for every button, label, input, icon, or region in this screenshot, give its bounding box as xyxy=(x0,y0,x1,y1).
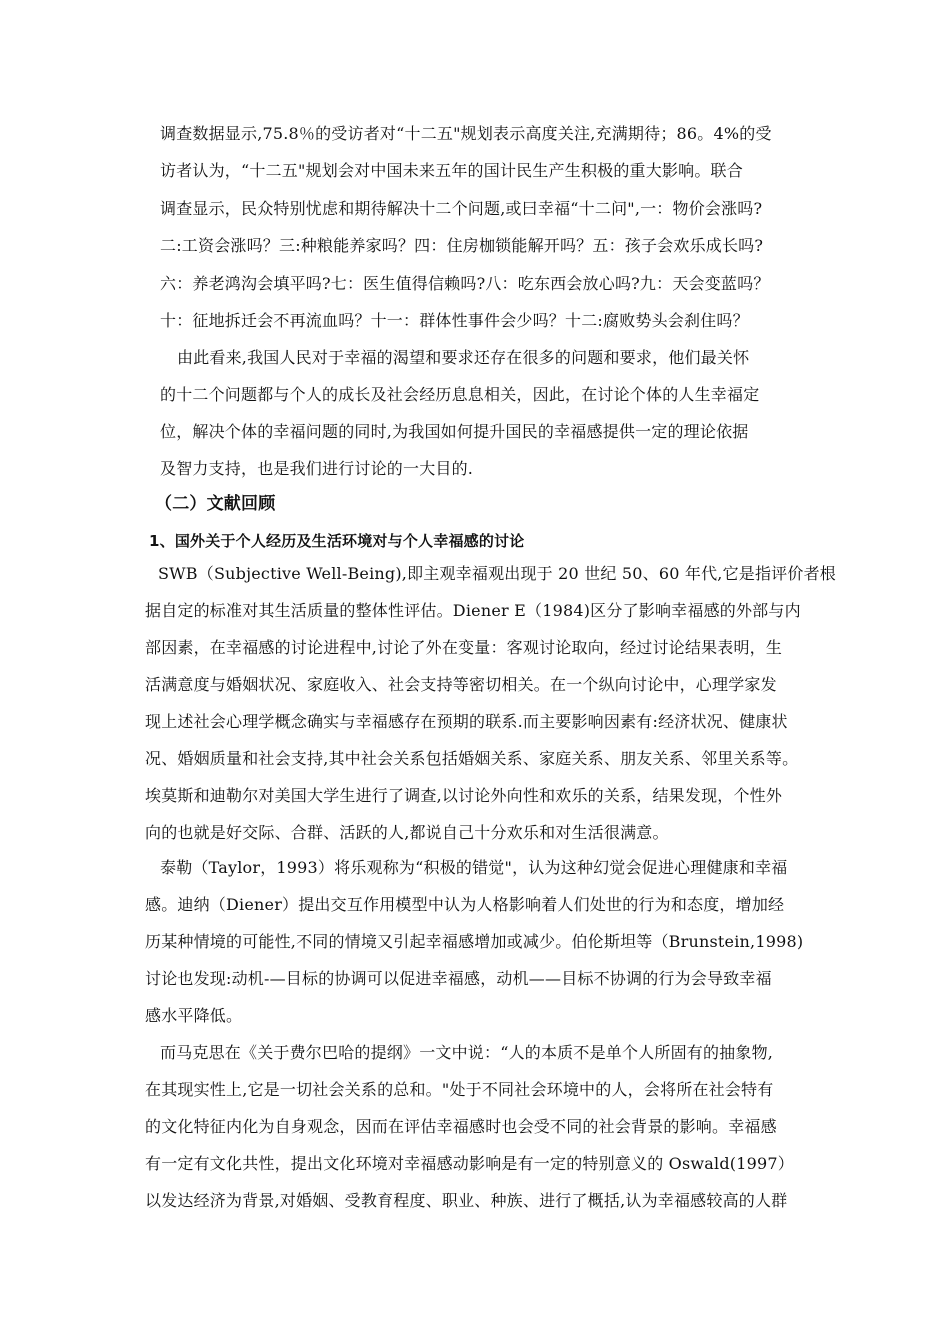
paragraph5-line: 而马克思在《关于费尔巴哈的提纲》一文中说：“人的本质不是单个人所固有的抽象物, xyxy=(160,1043,774,1062)
paragraph4-line: 感。迪纳（Diener）提出交互作用模型中认为人格影响着人们处世的行为和态度，增加经 xyxy=(145,895,785,914)
paragraph5-line: 的文化特征内化为自身观念，因而在评估幸福感时也会受不同的社会背景的影响。幸福感 xyxy=(145,1117,777,1136)
paragraph1-line: 访者认为，“十二五"规划会对中国未来五年的国计民生产生积极的重大影响。联合 xyxy=(160,161,743,180)
paragraph3-line: SWB（Subjective Well-Being),即主观幸福观出现于 20 世纪 50、60 年代,它是指评价者根 xyxy=(158,564,836,583)
paragraph4-line: 感水平降低。 xyxy=(145,1006,243,1025)
section-heading: （二）文献回顾 xyxy=(155,494,276,514)
paragraph1-line: 二:工资会涨吗？三:种粮能养家吗？四：住房枷锁能解开吗？五：孩子会欢乐成长吗? xyxy=(160,236,764,255)
paragraph2-line: 及智力支持，也是我们进行讨论的一大目的. xyxy=(160,459,474,478)
paragraph3-line: 况、婚姻质量和社会支持,其中社会关系包括婚姻关系、家庭关系、朋友关系、邻里关系等。 xyxy=(145,749,799,768)
paragraph3-line: 向的也就是好交际、合群、活跃的人,都说自己十分欢乐和对生活很满意。 xyxy=(145,823,669,842)
paragraph1-line: 十：征地拆迁会不再流血吗？十一：群体性事件会少吗？十二:腐败势头会刹住吗？ xyxy=(160,311,749,330)
paragraph4-line: 讨论也发现:动机-—目标的协调可以促进幸福感，动机——目标不协调的行为会导致幸福 xyxy=(145,969,772,988)
paragraph5-line: 有一定有文化共性，提出文化环境对幸福感动影响是有一定的特别意义的 Oswald(1997） xyxy=(145,1154,794,1173)
paragraph3-line: 埃莫斯和迪勒尔对美国大学生进行了调查,以讨论外向性和欢乐的关系，结果发现，个性外 xyxy=(145,786,783,805)
paragraph1-line: 调查显示，民众特别忧虑和期待解决十二个问题,或曰幸福“十二问",一：物价会涨吗? xyxy=(160,199,763,218)
paragraph4-line: 泰勒（Taylor，1993）将乐观称为“积极的错觉"，认为这种幻觉会促进心理健康和幸福 xyxy=(160,858,788,877)
paragraph2-line: 的十二个问题都与个人的成长及社会经历息息相关，因此，在讨论个体的人生幸福定 xyxy=(160,385,760,404)
paragraph3-line: 据自定的标准对其生活质量的整体性评估。Diener E（1984)区分了影响幸福感的外部与内 xyxy=(145,601,801,620)
paragraph1-line: 六：养老鸿沟会填平吗?七：医生值得信赖吗?八：吃东西会放心吗?九：天会变蓝吗？ xyxy=(160,274,770,293)
paragraph5-line: 以发达经济为背景,对婚姻、受教育程度、职业、种族、进行了概括,认为幸福感较高的人群 xyxy=(145,1191,788,1210)
paragraph2-line: 由此看来,我国人民对于幸福的渴望和要求还存在很多的问题和要求，他们最关怀 xyxy=(177,348,750,367)
paragraph3-line: 活满意度与婚姻状况、家庭收入、社会支持等密切相关。在一个纵向讨论中，心理学家发 xyxy=(145,675,777,694)
paragraph5-line: 在其现实性上,它是一切社会关系的总和。"处于不同社会环境中的人，会将所在社会特有 xyxy=(145,1080,774,1099)
paragraph3-line: 部因素，在幸福感的讨论进程中,讨论了外在变量：客观讨论取向，经过讨论结果表明，生 xyxy=(145,638,783,657)
paragraph4-line: 历某种情境的可能性,不同的情境又引起幸福感增加或减少。伯伦斯坦等（Brunstein,1998) xyxy=(145,932,804,951)
paragraph1-line: 调查数据显示,75.8％的受访者对“十二五"规划表示高度关注,充满期待；86。4%的受 xyxy=(160,124,772,143)
subsection-heading: 1、国外关于个人经历及生活环境对与个人幸福感的讨论 xyxy=(149,532,525,550)
paragraph3-line: 现上述社会心理学概念确实与幸福感存在预期的联系.而主要影响因素有:经济状况、健康状 xyxy=(145,712,788,731)
paragraph2-line: 位，解决个体的幸福问题的同时,为我国如何提升国民的幸福感提供一定的理论依据 xyxy=(160,422,749,441)
